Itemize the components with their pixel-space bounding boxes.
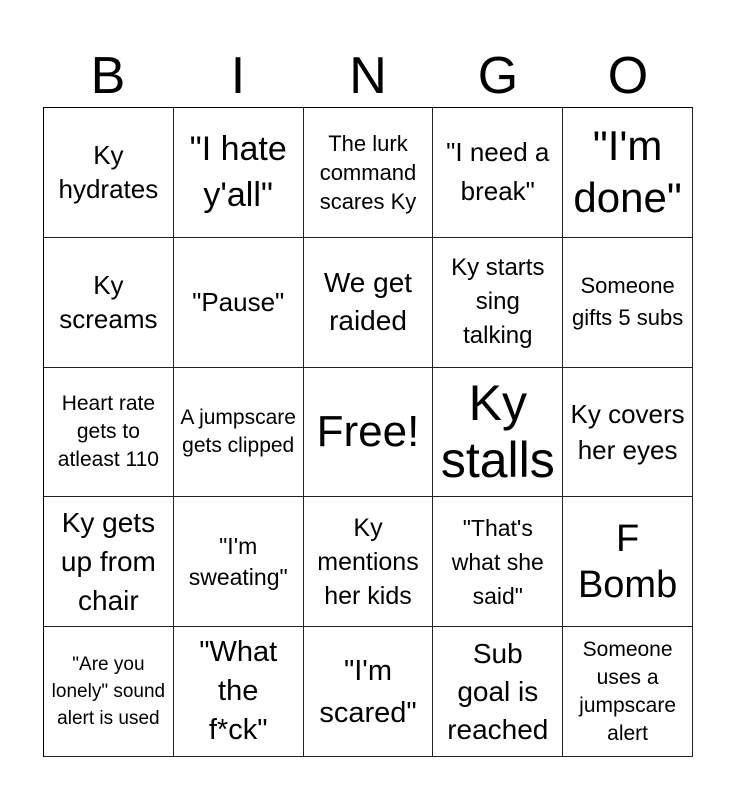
bingo-cell-r4c5[interactable] — [563, 497, 693, 627]
bingo-cell-r1c5[interactable] — [563, 108, 693, 238]
cell-text: "Are you lonely" sound alert is used — [51, 654, 166, 730]
cell-text: Ky hydrates — [58, 140, 159, 205]
cell-text: Someone gifts 5 subs — [571, 273, 684, 331]
cell-text: "Pause" — [192, 287, 285, 318]
bingo-cell-r1c4[interactable] — [433, 108, 563, 238]
bingo-cell-r3c4[interactable] — [433, 368, 563, 498]
header-letter-n: N — [349, 47, 387, 105]
cell-text: Sub goal is reached — [447, 637, 549, 745]
cell-text: F Bomb — [577, 517, 678, 606]
bingo-cell-r2c1[interactable] — [44, 238, 174, 368]
bingo-cell-r1c2[interactable] — [174, 108, 304, 238]
header-letter-o: O — [607, 47, 649, 105]
bingo-header — [43, 44, 693, 108]
cell-text: A jumpscare gets clipped — [180, 405, 296, 457]
cell-text: Ky screams — [59, 270, 158, 335]
cell-text: "I'm done" — [573, 122, 682, 222]
header-letter-i: I — [230, 47, 246, 105]
cell-text: Heart rate gets to atleast 110 — [57, 391, 159, 471]
bingo-cell-r1c3[interactable] — [304, 108, 434, 238]
bingo-cell-r1c1[interactable] — [44, 108, 174, 238]
bingo-cell-r2c5[interactable] — [563, 238, 693, 368]
bingo-cell-r4c3[interactable] — [304, 497, 434, 627]
bingo-cell-r2c2[interactable] — [174, 238, 304, 368]
bingo-grid — [43, 107, 693, 757]
cell-text: Free! — [316, 406, 420, 456]
cell-text: We get raided — [323, 267, 413, 337]
bingo-cell-r5c5[interactable] — [563, 627, 693, 757]
cell-text: Ky gets up from chair — [60, 507, 156, 617]
cell-text: "That's what she said" — [451, 514, 544, 609]
bingo-cell-r5c3[interactable] — [304, 627, 434, 757]
bingo-cell-r5c2[interactable] — [174, 627, 304, 757]
bingo-cell-r3c1[interactable] — [44, 368, 174, 498]
bingo-cell-r4c2[interactable] — [174, 497, 304, 627]
bingo-cell-r5c4[interactable] — [433, 627, 563, 757]
cell-text: Someone uses a jumpscare alert — [579, 637, 677, 745]
bingo-cell-r3c5[interactable] — [563, 368, 693, 498]
cell-text: "I hate y'all" — [189, 130, 287, 215]
cell-text: "I'm scared" — [319, 654, 417, 729]
bingo-cell-r2c3[interactable] — [304, 238, 434, 368]
header-letter-g: G — [477, 47, 519, 105]
bingo-cell-r2c4[interactable] — [433, 238, 563, 368]
cell-text: Ky mentions her kids — [317, 513, 419, 610]
cell-text: Ky covers her eyes — [570, 398, 685, 465]
bingo-cell-r4c4[interactable] — [433, 497, 563, 627]
bingo-cell-r5c1[interactable] — [44, 627, 174, 757]
cell-text: The lurk command scares Ky — [319, 130, 417, 214]
cell-text: "I'm sweating" — [188, 532, 288, 590]
cell-text: Ky stalls — [440, 374, 555, 488]
cell-text: "I need a break" — [446, 137, 550, 207]
bingo-cell-r3c2[interactable] — [174, 368, 304, 498]
cell-text: "What the f*ck" — [199, 636, 278, 747]
bingo-cell-r3c3[interactable] — [304, 368, 434, 498]
bingo-cell-r4c1[interactable] — [44, 497, 174, 627]
cell-text: Ky starts sing talking — [451, 254, 545, 350]
header-letter-b: B — [90, 47, 126, 105]
